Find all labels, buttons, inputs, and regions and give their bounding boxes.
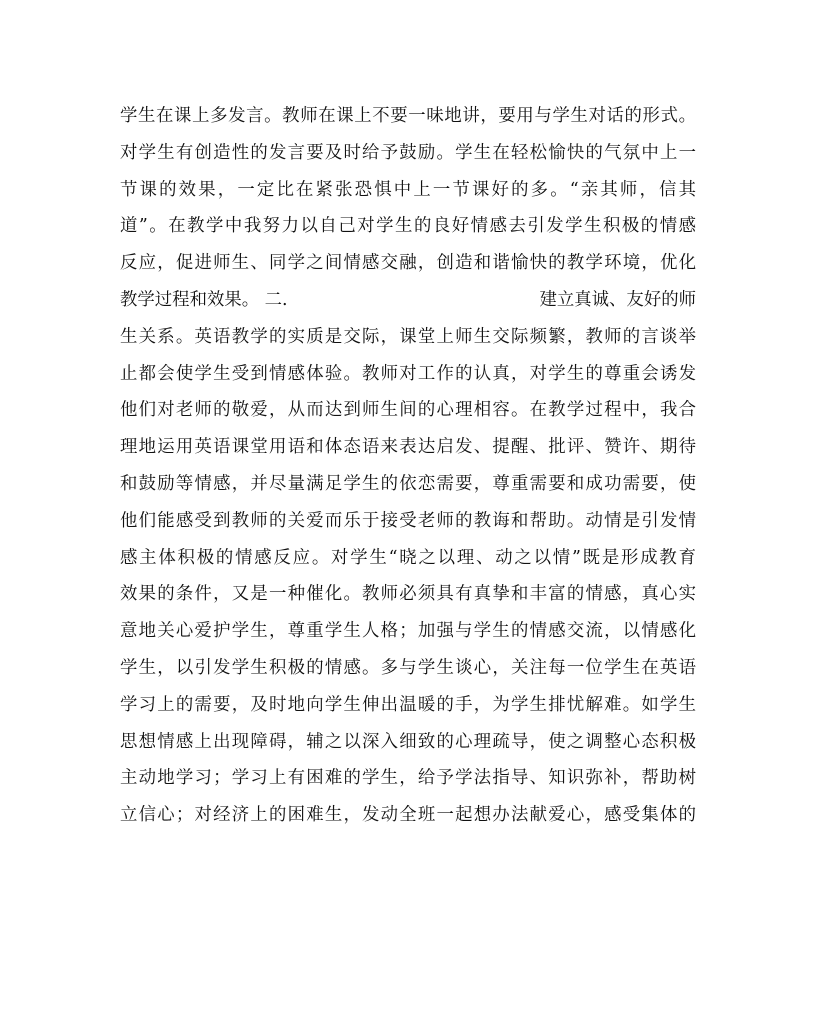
- text-line: 节课的效果，一定比在紧张恐惧中上一节课好的多。“亲其师，信其: [120, 179, 696, 200]
- text-line: 学生在课上多发言。教师在课上不要一味地讲，要用与学生对话的形式。: [120, 106, 696, 126]
- text-line: 他们对老师的敬爱，从而达到师生间的心理相容。在教学过程中，我合: [120, 400, 696, 421]
- text-line: 感主体积极的情感反应。对学生“晓之以理、动之以情”既是形成教育: [120, 547, 696, 568]
- section-heading-right: 建立真诚、友好的师: [539, 289, 696, 310]
- text-line: 和鼓励等情感，并尽量满足学生的依恋需要，尊重需要和成功需要，使: [120, 473, 696, 494]
- text-line: 意地关心爱护学生，尊重学生人格；加强与学生的情感交流，以情感化: [120, 621, 696, 642]
- text-line: 道”。在教学中我努力以自己对学生的良好情感去引发学生积极的情感: [120, 216, 696, 237]
- section-heading-left: 教学过程和效果。 二.: [120, 289, 288, 310]
- text-line: 对学生有创造性的发言要及时给予鼓励。学生在轻松愉快的气氛中上一: [120, 142, 696, 163]
- text-line: 理地运用英语课堂用语和体态语来表达启发、提醒、批评、赞许、期待: [120, 437, 696, 458]
- text-line: 主动地学习；学习上有困难的学生，给予学法指导、知识弥补，帮助树: [120, 768, 696, 789]
- text-line: 生关系。英语教学的实质是交际，课堂上师生交际频繁，教师的言谈举: [120, 326, 696, 347]
- text-line: 效果的条件，又是一种催化。教师必须具有真挚和丰富的情感，真心实: [120, 584, 696, 605]
- text-line: 立信心；对经济上的困难生，发动全班一起想办法献爱心，感受集体的: [120, 805, 696, 826]
- body-text: [120, 98, 696, 834]
- section-heading-line: [120, 282, 696, 319]
- text-line: 他们能感受到教师的关爱而乐于接受老师的教诲和帮助。动情是引发情: [120, 510, 696, 531]
- text-line: 学习上的需要，及时地向学生伸出温暖的手，为学生排忧解难。如学生: [120, 694, 696, 715]
- text-line: 学生，以引发学生积极的情感。多与学生谈心，关注每一位学生在英语: [120, 657, 696, 678]
- text-line: 反应，促进师生、同学之间情感交融，创造和谐愉快的教学环境，优化: [120, 253, 696, 274]
- text-line: 思想情感上出现障碍，辅之以深入细致的心理疏导，使之调整心态积极: [120, 731, 696, 752]
- text-line: 止都会使学生受到情感体验。教师对工作的认真，对学生的尊重会诱发: [120, 363, 696, 384]
